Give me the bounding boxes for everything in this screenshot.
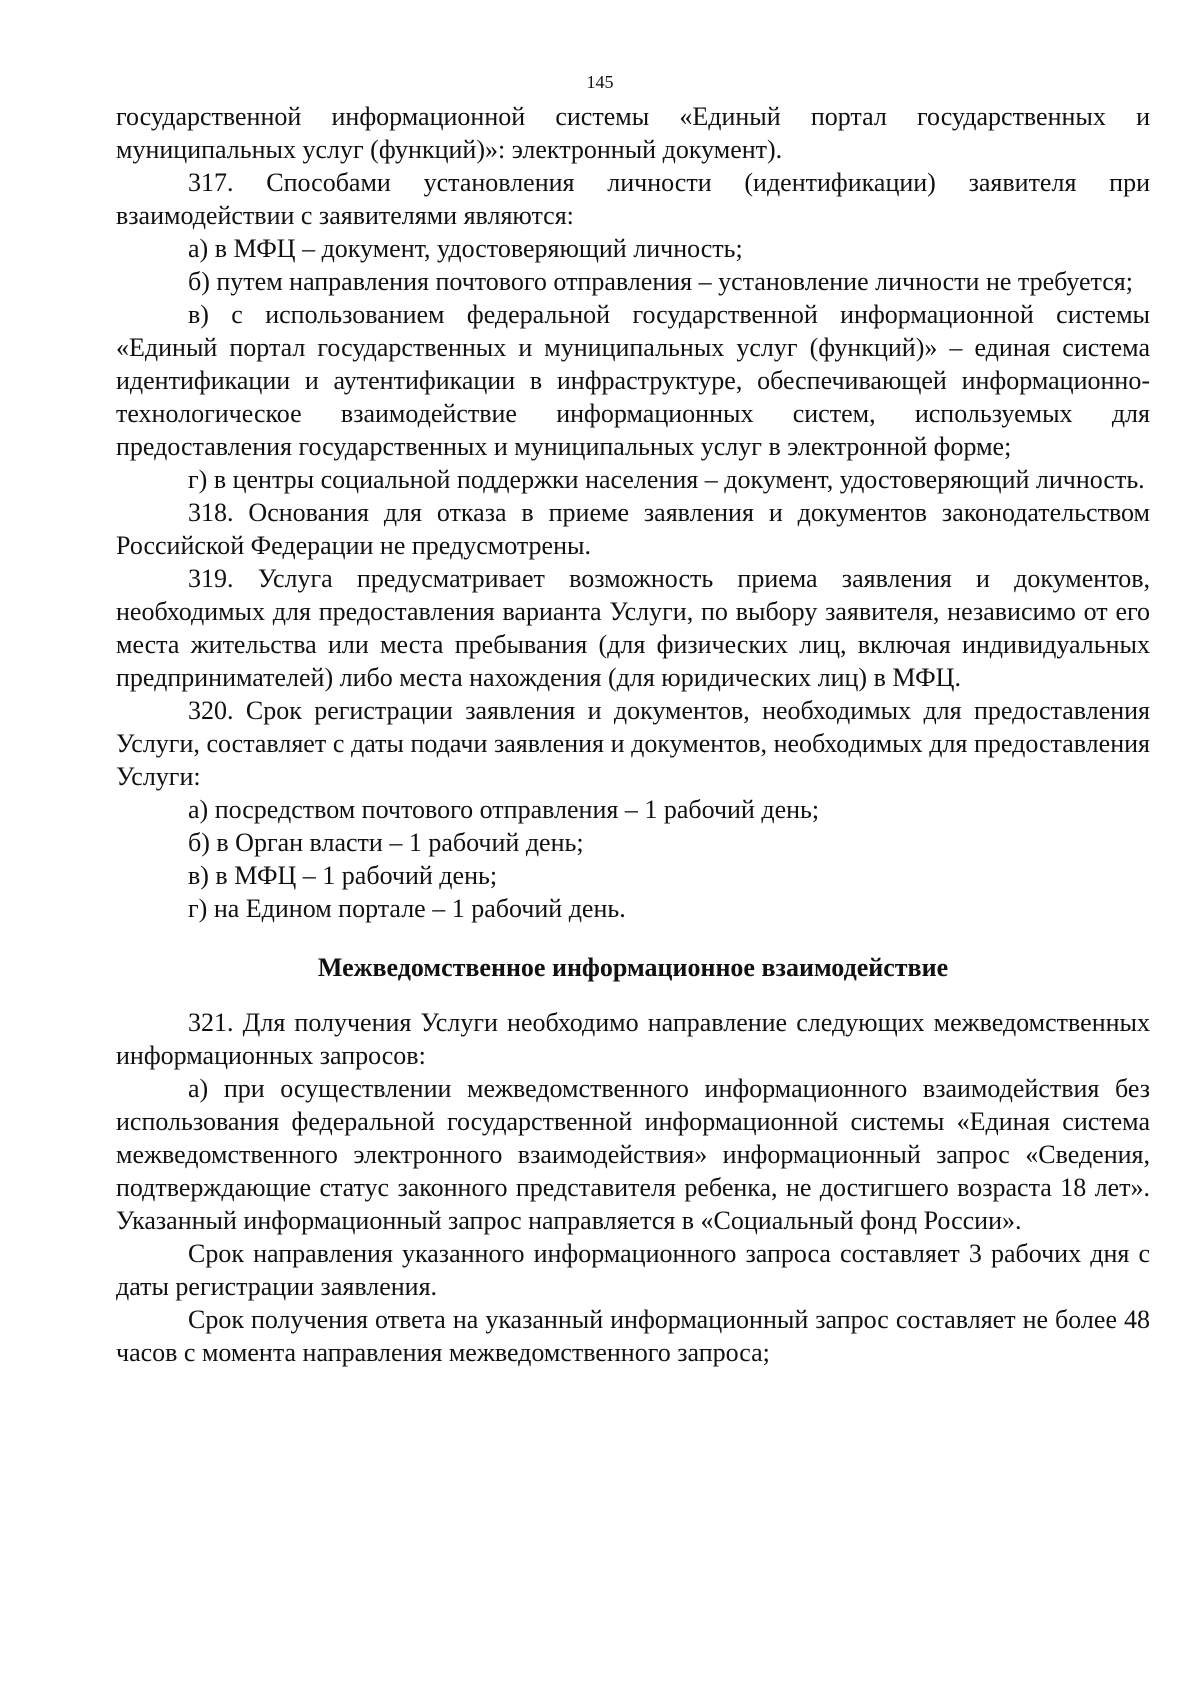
list-item-320-a: а) посредством почтового отправления – 1 рабочий день; xyxy=(188,795,820,824)
paragraph-318: 318. Основания для отказа в приеме заявления и документов законодательством Российской Федерации не предусмотрены. xyxy=(116,498,1150,560)
paragraph-321: 321. Для получения Услуги необходимо направление следующих межведомственных информационных запросов: xyxy=(116,1008,1150,1070)
list-item-317-g: г) в центры социальной поддержки населения – документ, удостоверяющий личность. xyxy=(188,465,1145,494)
list-item-320-g: г) на Едином портале – 1 рабочий день. xyxy=(188,894,626,923)
list-item-320-b: б) в Орган власти – 1 рабочий день; xyxy=(188,828,584,857)
list-item-317-b: б) путем направления почтового отправления – установление личности не требуется; xyxy=(188,267,1133,296)
list-item-321-a: а) при осуществлении межведомственного информационного взаимодействия без использования федеральной государственной информационной системы «Единая система межведомственного электронного взаимодействия» информационный запрос «Сведения, подтверждающие статус законного представителя ребенка, не достигшего возраста 18 лет». Указанный информационный запрос направляется в «Социальный фонд России». xyxy=(116,1074,1150,1235)
paragraph-319: 319. Услуга предусматривает возможность приема заявления и документов, необходимых для предоставления варианта Услуги, по выбору заявителя, независимо от его места жительства или места пребывания (для физических лиц, включая индивидуальных предпринимателей) либо места нахождения (для юридических лиц) в МФЦ. xyxy=(116,564,1150,692)
paragraph-response-term: Срок получения ответа на указанный информационный запрос составляет не более 48 часов с момента направления межведомственного запроса; xyxy=(116,1305,1150,1367)
list-item-317-a: а) в МФЦ – документ, удостоверяющий личность; xyxy=(188,234,743,263)
section-heading: Межведомственное информационное взаимодействие xyxy=(317,953,949,982)
page-number: 145 xyxy=(586,72,614,92)
list-item-320-v: в) в МФЦ – 1 рабочий день; xyxy=(188,861,498,890)
document-body xyxy=(116,100,1150,1369)
list-item-317-v: в) с использованием федеральной государственной информационной системы «Единый портал государственных и муниципальных услуг (функций)» – единая система идентификации и аутентификации в инфраструктуре, обеспечивающей информационно-технологическое взаимодействие информационных систем, используемых для предоставления государственных и муниципальных услуг в электронной форме; xyxy=(116,300,1150,461)
paragraph-continuation: государственной информационной системы «Единый портал государственных и муниципальных услуг (функций)»: электронный документ). xyxy=(116,102,1150,164)
paragraph-320: 320. Срок регистрации заявления и документов, необходимых для предоставления Услуги, составляет с даты подачи заявления и документов, необходимых для предоставления Услуги: xyxy=(116,696,1150,791)
paragraph-317: 317. Способами установления личности (идентификации) заявителя при взаимодействии с заявителями являются: xyxy=(116,168,1150,230)
paragraph-request-send-term: Срок направления указанного информационного запроса составляет 3 рабочих дня с даты регистрации заявления. xyxy=(116,1239,1150,1301)
